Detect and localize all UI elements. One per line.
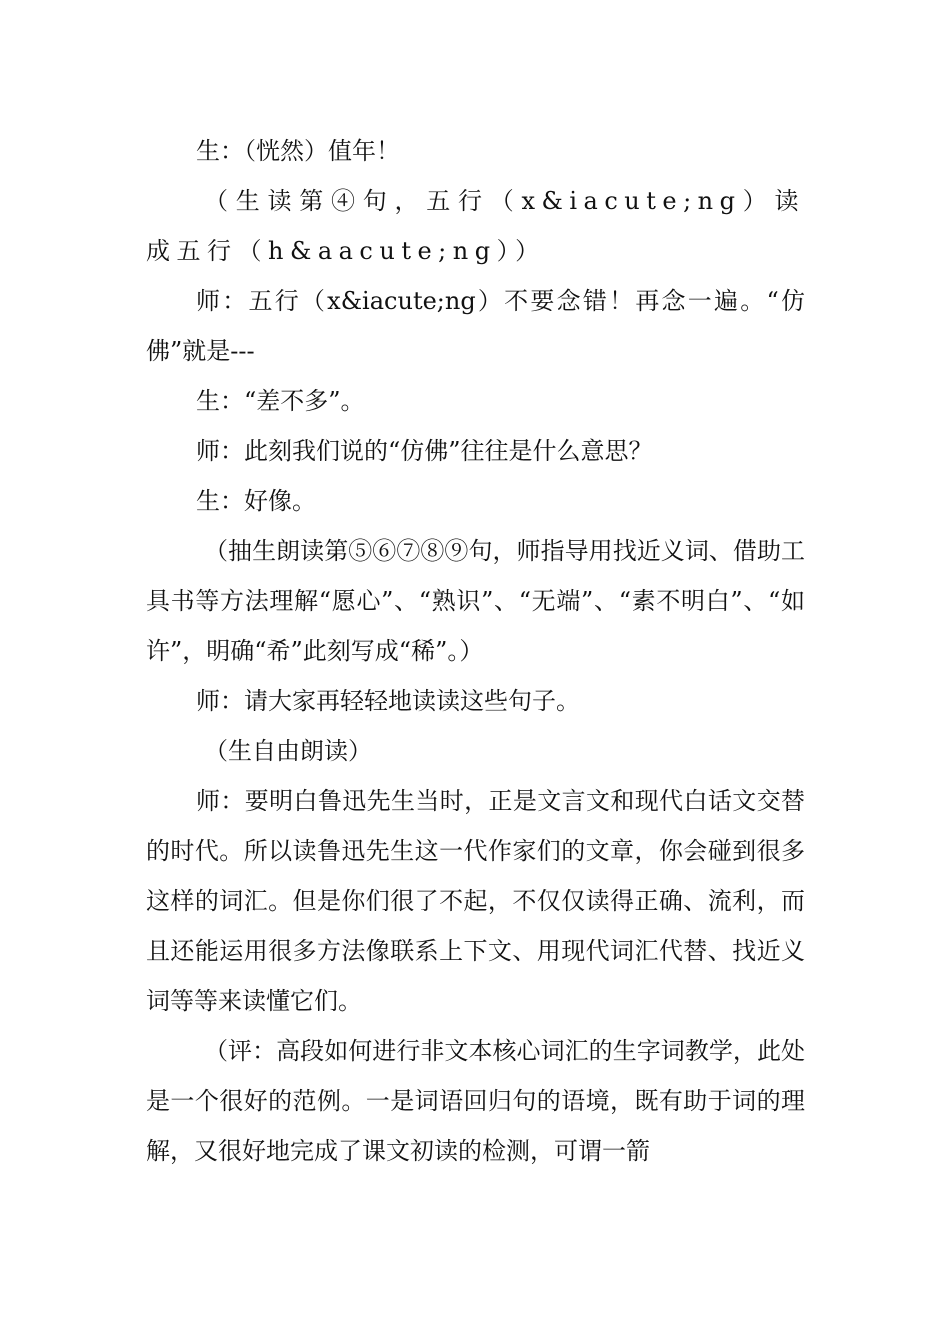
- dialogue-teacher-3: 师：请大家再轻轻地读读这些句子。: [196, 687, 580, 715]
- document-page: [146, 126, 805, 1176]
- commentary-paragraph: （评：高段如何进行非文本核心词汇的生字词教学，此处是一个很好的范例。一是词语回归句的语境，既有助于词的理解，又很好地完成了课文初读的检测，可谓一箭: [146, 1037, 805, 1165]
- dialogue-student-3: 生：好像。: [196, 487, 316, 515]
- stage-direction-3: （生自由朗读）: [204, 737, 372, 765]
- stage-direction-1: （生读第④句，五行（x&iacute;ng）读成五行（h&aacute;ng））: [146, 187, 805, 265]
- dialogue-student-1: 生：（恍然）值年！: [196, 137, 400, 165]
- dialogue-teacher-4: 师：要明白鲁迅先生当时，正是文言文和现代白话文交替的时代。所以读鲁迅先生这一代作家们的文章，你会碰到很多这样的词汇。但是你们很了不起，不仅仅读得正确、流利，而且还能运用很多方法像联系上下文、用现代词汇代替、找近义词等等来读懂它们。: [146, 787, 805, 1015]
- dialogue-teacher-2: 师：此刻我们说的“仿佛”往往是什么意思？: [196, 437, 653, 465]
- stage-direction-2: （抽生朗读第⑤⑥⑦⑧⑨句，师指导用找近义词、借助工具书等方法理解“愿心”、“熟识”、“无端”、“素不明白”、“如许”，明确“希”此刻写成“稀”。）: [146, 537, 805, 665]
- dialogue-teacher-1: 师：五行（x&iacute;ng）不要念错！再念一遍。“仿佛”就是---: [146, 287, 805, 365]
- dialogue-student-2: 生：“差不多”。: [196, 387, 365, 415]
